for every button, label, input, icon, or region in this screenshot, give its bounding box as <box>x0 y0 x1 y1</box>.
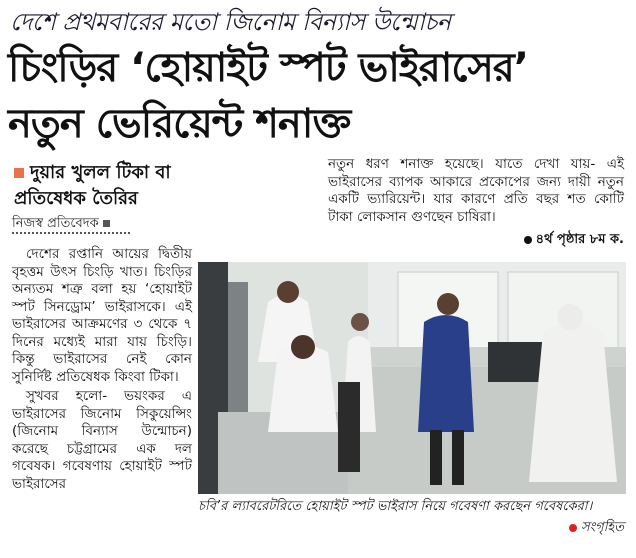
dotted-divider <box>12 232 130 234</box>
photo-credit <box>569 518 624 539</box>
square-marker-icon <box>103 220 110 227</box>
paragraph: নতুন ধরণ শনাক্ত হয়েছে। যাতে দেখা যায়- এই ভাইরাসের ব্যাপক আকারে প্রকোপের জন্য দায়ী নতুন একটি ভ্যারিয়েন্ট। যার কারণে প্রতি বছর শত কোটি টাকা লোকসান গুণছেন চাষিরা। <box>328 156 624 225</box>
byline-text: নিজস্ব প্রতিবেদক <box>12 216 99 231</box>
subheadline-text: দুয়ার খুলল টিকা বা প্রতিষেধক তৈরির <box>14 162 171 209</box>
paragraph: সুখবর হলো- ভয়ংকর এ ভাইরাসের জিনোম সিকুয়েন্সিং (জিনোম বিন্যাস উন্মোচন) করেছে চট্টগ্রামের এক দল গবেষক। গবেষণায় হোয়াইট স্পট ভাইরাসের <box>12 388 192 492</box>
lab-photo <box>198 262 626 494</box>
red-dot-icon <box>569 524 577 532</box>
subheadline <box>14 160 204 212</box>
continuation-text: ৪র্থ পৃষ্ঠার ৮ম ক. <box>535 232 624 247</box>
photo-caption: চবি’র ল্যাবরেটরিতে হোয়াইট স্পট ভাইরাস নিয়ে গবেষণা করছেন গবেষকেরা। <box>198 499 593 514</box>
article-column-left <box>12 246 192 495</box>
square-bullet-icon <box>14 168 24 178</box>
headline-line-2: নতুন ভেরিয়েন্ট শনাক্ত <box>8 101 351 147</box>
credit-text: সংগৃহিত <box>580 520 624 535</box>
kicker-line: দেশে প্রথমবারের মতো জিনোম বিন্যাস উন্মোচন <box>10 8 451 36</box>
paragraph: দেশের রপ্তানি আয়ের দ্বিতীয় বৃহত্তম উৎস চিংড়ি খাত। চিংড়ির অন্যতম শত্রু বলা হয় ‘হোয়াইট স্পট সিনড্রোম’ ভাইরাসকে। এই ভাইরাসের আক্রমণের ৩ থেকে ৭ দিনের মধ্যেই মারা যায় চিংড়ি। কিন্তু ভাইরাসের নেই কোন সুনির্দিষ্ট প্রতিষেধক কিংবা টিকা। <box>12 246 192 385</box>
article-column-right <box>328 156 624 226</box>
continuation-note <box>524 230 624 251</box>
bullet-dot-icon <box>524 236 532 244</box>
headline-line-1: চিংড়ির ‘হোয়াইট স্পট ভাইরাসের’ <box>8 45 529 91</box>
